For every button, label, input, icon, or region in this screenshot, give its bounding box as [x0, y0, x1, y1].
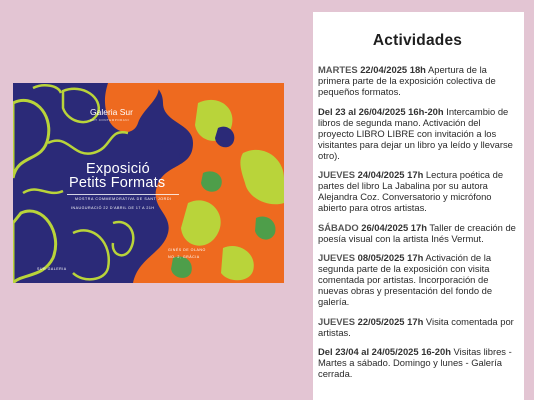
poster-brand: Galeria Sur	[90, 107, 133, 117]
entry-day: JUEVES	[318, 169, 355, 180]
entry-text: Activación de la segunda parte de la exposición con visita comentada por artistas. Incorporación de nuevas obras y presentación del fondo de galería.	[318, 252, 493, 307]
activity-entry	[318, 346, 517, 379]
activity-entry	[318, 106, 517, 161]
entry-date: 26/04/2025	[358, 221, 409, 233]
entry-date: 24/04/2025	[355, 169, 405, 180]
entry-text: Intercambio de libros de segunda mano. Activación del proyecto LIBRO LIBRE con invitación a los visitantes para dejar un libro ya leído y llevarse otro).	[318, 105, 513, 161]
entry-time: 17h	[404, 315, 424, 327]
entry-date: Del 23/04 al 24/05/2025	[318, 346, 419, 357]
entry-time: 16h-20h	[405, 105, 444, 117]
poster-title-line1: Exposició	[86, 161, 150, 177]
entry-time: 18h	[407, 64, 426, 75]
entry-time: 17h	[404, 252, 424, 263]
activity-entry	[318, 64, 517, 97]
poster-footer-right1: GINÉS DE OLANO	[168, 248, 206, 252]
activity-entry	[318, 316, 517, 338]
exhibition-poster	[13, 83, 284, 283]
poster-subtitle1: MOSTRA COMMEMORATIVA DE SANT JORDI	[75, 197, 172, 201]
entry-date: 22/04/2025	[357, 64, 408, 75]
entry-text: Visita comentada por artistas.	[318, 315, 514, 338]
entry-date: Del 23 al 26/04/2025	[318, 105, 406, 117]
entry-date: 08/05/2025	[355, 252, 405, 263]
activity-entry	[318, 252, 517, 307]
entry-day: MARTES	[318, 64, 358, 75]
entry-day: SÁBADO	[318, 221, 359, 233]
poster-divider	[67, 194, 179, 195]
entry-time: 17h	[408, 221, 427, 233]
poster-brand-sub: ART CONTEMPORANI	[90, 118, 130, 122]
poster-footer-left: SUR GALERIA	[37, 267, 67, 271]
activities-panel	[313, 12, 524, 400]
activities-title: Actividades	[372, 32, 463, 49]
activity-entry	[318, 222, 517, 244]
poster-footer-right2: NO. 2, GRÀCIA	[168, 255, 200, 259]
activity-entry	[318, 169, 517, 213]
entry-time: 17h	[404, 169, 424, 180]
entry-date: 22/05/2025	[355, 315, 405, 327]
entry-text: Taller de creación de poesía visual con la artista Inés Vermut.	[318, 221, 516, 244]
poster-title-line2: Petits Formats	[69, 175, 166, 191]
poster-subtitle2: INAUGURACIÓ 22 D'ABRIL DE 17 A 21H	[71, 206, 155, 210]
entry-time: 16-20h	[418, 346, 451, 357]
entry-day: JUEVES	[318, 252, 355, 263]
entry-day: JUEVES	[318, 315, 355, 327]
entry-text: Lectura poética de partes del libro La Jabalina por su autora Alejandra Coz. Conversatorio y micrófono abierto para otros artistas.	[318, 169, 504, 213]
entry-text: Visitas libres - Martes a sábado. Domingo y lunes - Galería cerrada.	[318, 346, 512, 379]
entry-text: Apertura de la primera parte de la exposición colectiva de pequeños formatos.	[318, 64, 496, 97]
